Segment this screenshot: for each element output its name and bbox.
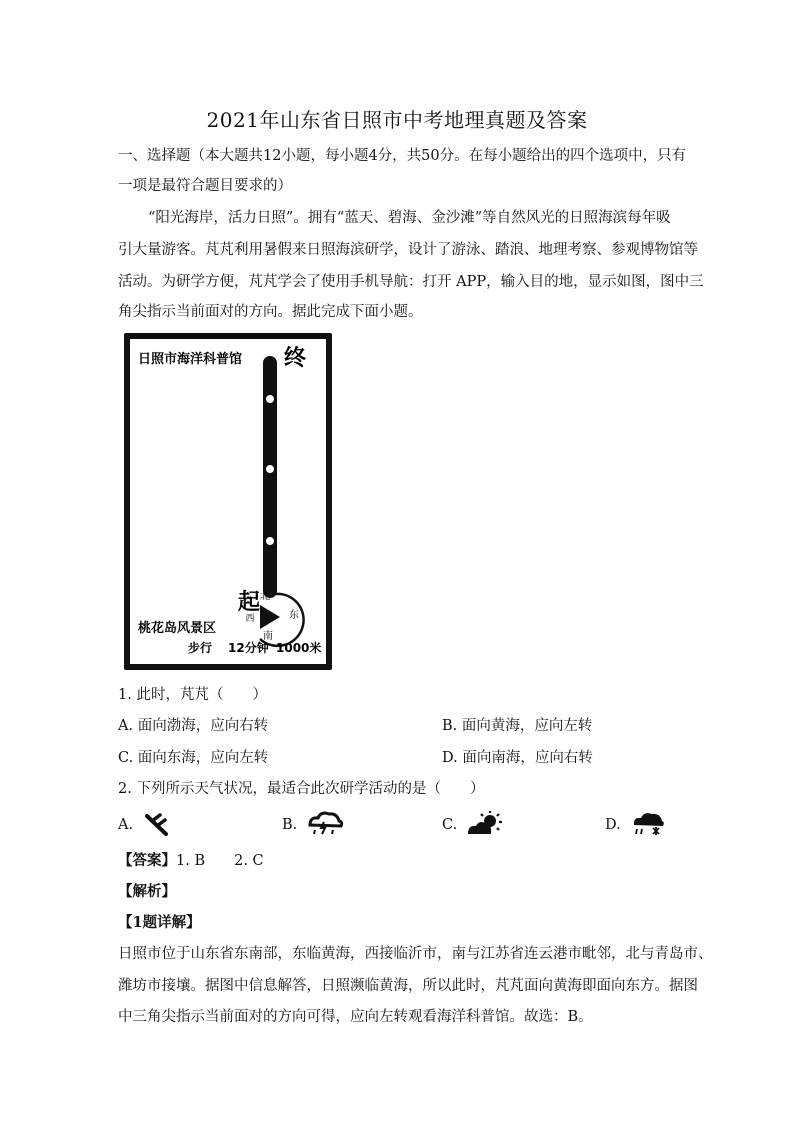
partly-sunny-icon xyxy=(466,810,504,838)
compass-west: 西 xyxy=(245,614,255,624)
compass-north: 北 xyxy=(260,591,270,602)
section-heading-line1: 一、选择题（本大题共12小题，每小题4分，共50分。在每小题给出的四个选项中，只有 xyxy=(118,148,687,164)
section-heading-line2: 一项是最符合题目要求的） xyxy=(118,178,292,194)
detail-label: 【1题详解】 xyxy=(118,914,201,931)
origin-label: 桃花岛风景区 xyxy=(138,621,217,636)
question-1-option-b: B. 面向黄海，应向左转 xyxy=(442,718,593,734)
route-waypoint xyxy=(266,537,274,545)
question-1-stem: 1. 此时，芃芃（ ） xyxy=(118,687,267,703)
navigation-map xyxy=(124,333,332,670)
question-2-option-c: C. xyxy=(442,817,458,833)
destination-label: 日照市海洋科普馆 xyxy=(138,352,243,367)
page-title: 2021年山东省日照市中考地理真题及答案 xyxy=(206,108,588,132)
question-2-option-a: A. xyxy=(118,817,134,833)
travel-time: 12分钟 xyxy=(228,641,269,655)
compass-south: 南 xyxy=(263,631,273,642)
analysis-line1: 日照市位于山东省东南部，东临黄海，西接临沂市，南与江苏省连云港市毗邻，北与青岛市、 xyxy=(118,946,713,962)
wind-icon xyxy=(144,812,170,838)
question-1-option-a: A. 面向渤海，应向右转 xyxy=(118,718,269,734)
travel-mode: 步行 xyxy=(188,641,213,655)
rain-snow-icon xyxy=(630,810,666,838)
thunder-rain-icon xyxy=(306,810,344,838)
intro-line4: 角尖指示当前面对的方向。据此完成下面小题。 xyxy=(118,304,423,320)
end-marker: 终 xyxy=(284,346,307,371)
analysis-label: 【解析】 xyxy=(118,883,176,900)
answer-value: 1. B 2. C xyxy=(176,853,264,869)
travel-distance: 1000米 xyxy=(276,641,322,655)
answer-line xyxy=(118,851,678,871)
intro-line3: 活动。为研学方便，芃芃学会了使用手机导航：打开 APP，输入目的地，显示如图，图中三 xyxy=(118,274,704,290)
question-1-option-c: C. 面向东海，应向左转 xyxy=(118,750,269,766)
question-2-stem: 2. 下列所示天气状况，最适合此次研学活动的是（ ） xyxy=(118,781,485,797)
analysis-line2: 潍坊市接壤。据图中信息解答，日照濒临黄海，所以此时，芃芃面向黄海即面向东方。据图 xyxy=(118,978,698,994)
answer-label: 【答案】 xyxy=(118,852,176,869)
route-waypoint xyxy=(266,465,274,473)
intro-line1: “阳光海岸，活力日照”。拥有“蓝天、碧海、金沙滩”等自然风光的日照海滨每年吸 xyxy=(148,210,671,226)
analysis-line3: 中三角尖指示当前面对的方向可得，应向左转观看海洋科普馆。故选：B。 xyxy=(118,1009,593,1025)
route-waypoint xyxy=(266,395,274,403)
question-2-option-b: B. xyxy=(282,817,298,833)
question-1-option-d: D. 面向南海，应向右转 xyxy=(442,750,593,766)
question-2-option-d: D. xyxy=(605,817,621,833)
intro-line2: 引大量游客。芃芃利用暑假来日照海滨研学，设计了游泳、踏浪、地理考察、参观博物馆等 xyxy=(118,242,698,258)
compass-east: 东 xyxy=(289,610,299,621)
start-marker: 起 xyxy=(238,590,261,615)
